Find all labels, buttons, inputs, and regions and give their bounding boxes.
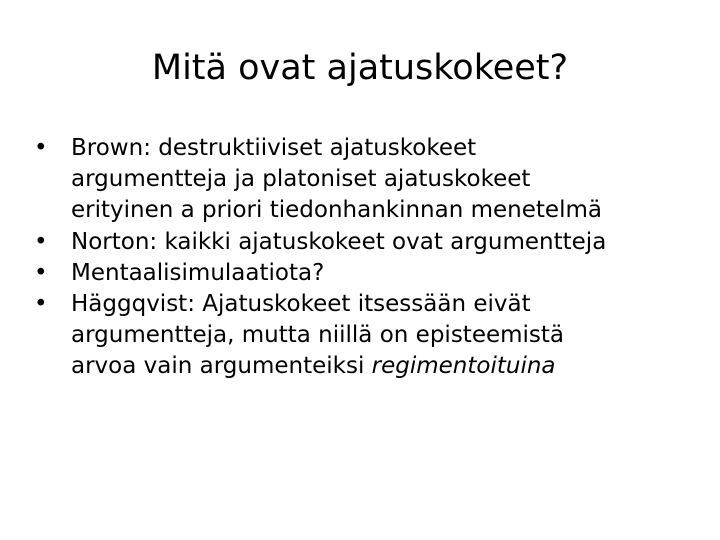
bullet-line: erityinen a priori tiedonhankinnan menetelmä xyxy=(71,197,602,224)
bullet-icon: • xyxy=(34,135,48,161)
bullet-line: Mentaalisimulaatiota? xyxy=(71,259,325,286)
bullet-item-haggqvist xyxy=(34,289,694,383)
bullet-item-norton xyxy=(34,227,694,258)
bullet-icon: • xyxy=(34,228,48,255)
bullet-line: Häggqvist: Ajatuskokeet itsessään eivät xyxy=(71,291,531,318)
bullet-line-with-emphasis xyxy=(71,351,694,382)
bullet-text: arvoa vain argumenteiksi xyxy=(71,353,372,380)
emphasized-term: regimentoituina xyxy=(371,353,556,380)
bullet-item-mental-simulation xyxy=(34,258,694,289)
bullet-line: argumentteja, mutta niillä on episteemistä xyxy=(71,322,565,349)
bullet-item-brown xyxy=(34,133,694,227)
bullet-line: argumentteja ja platoniset ajatuskokeet xyxy=(71,166,531,193)
bullet-line: Norton: kaikki ajatuskokeet ovat argumentteja xyxy=(71,228,607,255)
slide-title: Mitä ovat ajatuskokeet? xyxy=(151,48,569,88)
bullet-line: Brown: destruktiiviset ajatuskokeet xyxy=(71,135,477,161)
bullet-icon: • xyxy=(34,259,48,286)
bullet-list xyxy=(34,133,694,383)
bullet-icon: • xyxy=(34,291,48,318)
